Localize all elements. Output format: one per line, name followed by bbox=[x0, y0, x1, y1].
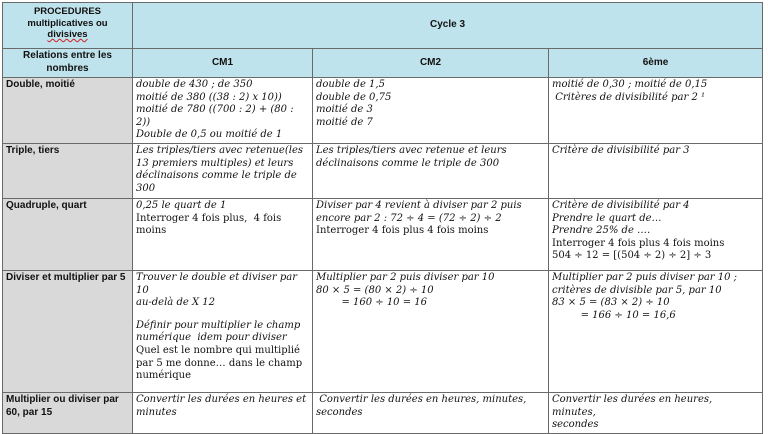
cell-line: Prendre 25% de …. bbox=[552, 225, 651, 237]
cell-line: 13 premiers multiples) et leurs bbox=[136, 157, 294, 169]
cell-line: critères de divisible par 5, par 10 bbox=[552, 284, 722, 296]
cell-line: Prendre le quart de… bbox=[552, 212, 662, 224]
cell-cm2 bbox=[313, 143, 549, 198]
col-header-6eme: 6ème bbox=[549, 49, 763, 78]
cell-line: Trouver le double et diviser par 10 bbox=[136, 271, 301, 296]
row-label: Double, moitié bbox=[3, 78, 133, 144]
cell-line: moitié de 0,30 ; moitié de 0,15 bbox=[552, 79, 708, 90]
cell-line: moitié de 380 ((38 : 2) x 10)) bbox=[136, 91, 282, 103]
cell-line: secondes bbox=[316, 406, 363, 418]
table-row bbox=[3, 78, 763, 144]
cell-line: moitié de 7 bbox=[316, 116, 373, 128]
cell-line: Multiplier par 2 puis diviser par 10 bbox=[316, 271, 495, 283]
cell-cm2 bbox=[313, 198, 549, 270]
cell-line: au-delà de X 12 bbox=[136, 297, 215, 309]
cell-line: Diviser par 4 revient à diviser par 2 puis bbox=[316, 199, 522, 211]
cell-cm1 bbox=[133, 392, 313, 433]
cell-6eme bbox=[549, 270, 763, 392]
corner-title-line3: divisives bbox=[47, 29, 88, 40]
row-label: Quadruple, quart bbox=[3, 198, 133, 270]
cell-cm1 bbox=[133, 270, 313, 392]
relations-header: Relations entre les nombres bbox=[3, 49, 133, 78]
cell-cm1 bbox=[133, 198, 313, 270]
cycle-header: Cycle 3 bbox=[133, 3, 763, 49]
cell-line: 504 ÷ 12 = [(504 ÷ 2) ÷ 2] ÷ 3 bbox=[552, 250, 712, 262]
cell-line: 300 bbox=[136, 182, 156, 194]
cell-line: Critère de divisibilité par 3 bbox=[552, 144, 690, 156]
cell-line: déclinaisons comme le triple de 300 bbox=[316, 157, 500, 169]
cell-6eme bbox=[549, 392, 763, 433]
cell-line: Critères de divisibilité par 2 ¹ bbox=[552, 91, 706, 103]
cell-line: Convertir les durées en heures et bbox=[136, 393, 307, 405]
cell-cm1 bbox=[133, 143, 313, 198]
cell-cm1 bbox=[133, 78, 313, 144]
cell-cm2 bbox=[313, 392, 549, 433]
cell-cm2 bbox=[313, 270, 549, 392]
cell-line: Interroger 4 fois plus 4 fois moins bbox=[316, 225, 489, 237]
cell-line: double de 1,5 bbox=[316, 79, 385, 90]
cell-line: double de 430 ; de 350 bbox=[136, 79, 253, 90]
cell-line: moitié de 780 ((700 : 2) + (80 : 2)) bbox=[136, 104, 297, 128]
cell-line: déclinaisons comme le triple de bbox=[136, 170, 297, 182]
corner-title-line1: PROCEDURES bbox=[33, 6, 102, 17]
table-row bbox=[3, 143, 763, 198]
cell-line: Critère de divisibilité par 4 bbox=[552, 199, 690, 211]
cell-line bbox=[136, 310, 309, 320]
cell-line: minutes bbox=[136, 406, 177, 418]
cell-cm2 bbox=[313, 78, 549, 144]
cell-line: = 160 ÷ 10 = 16 bbox=[316, 297, 428, 309]
cell-line: 0,25 le quart de 1 bbox=[136, 199, 227, 211]
col-header-cm2: CM2 bbox=[313, 49, 549, 78]
cell-line: Définir pour multiplier le champ bbox=[136, 319, 301, 331]
row-label: Multiplier ou diviser par 60, par 15 bbox=[3, 392, 133, 433]
cell-line: 80 × 5 = (80 × 2) ÷ 10 bbox=[316, 284, 434, 296]
cell-line: Double de 0,5 ou moitié de 1 bbox=[136, 129, 283, 141]
cell-line: Interroger 4 fois plus 4 fois moins bbox=[552, 237, 725, 249]
cell-line: encore par 2 : 72 ÷ 4 = (72 ÷ 2) ÷ 2 bbox=[316, 212, 502, 224]
cell-line: Quel est le nombre qui multiplié bbox=[136, 344, 300, 356]
cell-6eme bbox=[549, 198, 763, 270]
cell-line: Convertir les durées en heures, minutes, bbox=[316, 393, 527, 405]
cell-line: par 5 me donne… dans le champ bbox=[136, 357, 303, 369]
table-row bbox=[3, 198, 763, 270]
cell-line: numérique idem pour diviser bbox=[136, 332, 287, 344]
cell-line: 83 × 5 = (83 × 2) ÷ 10 bbox=[552, 297, 670, 309]
cell-line: = 166 ÷ 10 = 16,6 bbox=[552, 309, 676, 321]
cell-6eme bbox=[549, 143, 763, 198]
cell-line: moins bbox=[136, 225, 167, 237]
cell-line: moitié de 3 bbox=[316, 104, 373, 116]
cell-line: secondes bbox=[552, 419, 599, 431]
table-row bbox=[3, 270, 763, 392]
cell-6eme bbox=[549, 78, 763, 144]
table-row bbox=[3, 392, 763, 433]
cell-line: Les triples/tiers avec retenue et leurs bbox=[316, 144, 507, 156]
row-label: Triple, tiers bbox=[3, 143, 133, 198]
cell-line: Multiplier par 2 puis diviser par 10 ; bbox=[552, 271, 738, 283]
corner-title bbox=[3, 3, 133, 49]
cell-line: numérique bbox=[136, 370, 192, 382]
cell-line: Convertir les durées en heures, minutes, bbox=[552, 393, 716, 418]
col-header-cm1: CM1 bbox=[133, 49, 313, 78]
cell-line: Interroger 4 fois plus, 4 fois bbox=[136, 212, 282, 224]
cell-line: Les triples/tiers avec retenue(les bbox=[136, 144, 304, 156]
procedures-table bbox=[2, 2, 763, 434]
row-label: Diviser et multiplier par 5 bbox=[3, 270, 133, 392]
corner-title-line2: multiplicatives ou bbox=[27, 17, 108, 29]
cell-line: double de 0,75 bbox=[316, 91, 392, 103]
